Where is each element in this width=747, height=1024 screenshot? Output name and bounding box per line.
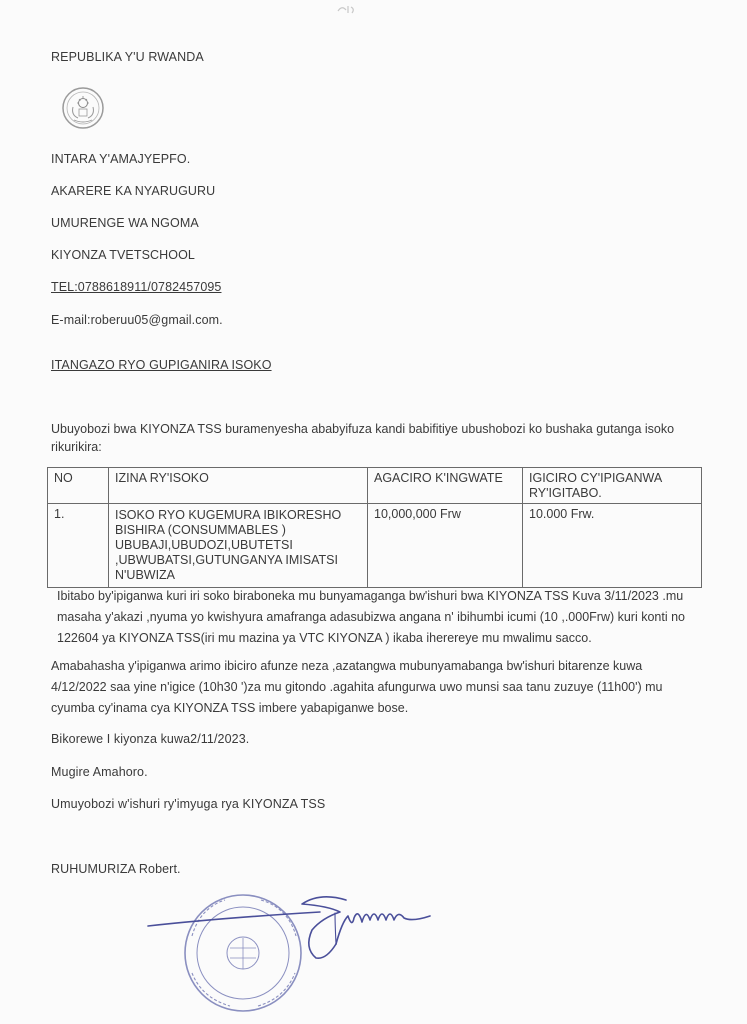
greeting: Mugire Amahoro.: [51, 765, 148, 779]
email-address: E-mail:roberuu05@gmail.com.: [51, 313, 223, 327]
table-header-row: [48, 468, 702, 504]
paragraph-submission: Amabahasha y'ipiganwa arimo ibiciro afunze neza ,azatangwa mubunyamabanga bw'ishuri bitarenze kuwa 4/12/2022 saa yine n'igice (10h30 ')za mu gitondo .agahita afungurwa uwo munsi saa tanu zuzuye (11h00') mu cyumba cy'inama cya KIYONZA TSS imbere yabapiganwe bose.: [51, 659, 663, 715]
table-row: [48, 504, 702, 588]
district: AKARERE KA NYARUGURU: [51, 184, 216, 198]
coat-of-arms-icon: [58, 85, 108, 131]
date-line: Bikorewe I kiyonza kuwa2/11/2023.: [51, 732, 250, 746]
cell-guarantee: 10,000,000 Frw: [368, 504, 523, 588]
tender-table: [47, 467, 702, 588]
intro-paragraph: Ubuyobozi bwa KIYONZA TSS buramenyesha ababyifuza kandi babifitiye ubushobozi ko bushaka gutanga isoko rikurikira:: [51, 422, 675, 454]
cell-name: ISOKO RYO KUGEMURA IBIKORESHO BISHIRA (CONSUMMABLES ) UBUBAJI,UBUDOZI,UBUTETSI ,UBWUBATSI,GUTUNGANYA IMISATSI N'UBWIZA: [109, 504, 368, 588]
cell-price: 10.000 Frw.: [523, 504, 702, 588]
signature-stamp-icon: [130, 878, 460, 1013]
header-name: IZINA RY'ISOKO: [109, 468, 368, 504]
telephone-link[interactable]: TEL:0788618911/0782457095: [51, 280, 222, 294]
school-name: KIYONZA TVETSCHOOL: [51, 248, 195, 262]
document-title: ITANGAZO RYO GUPIGANIRA ISOKO: [51, 358, 272, 372]
scan-mark-icon: [336, 3, 358, 15]
sector: UMURENGE WA NGOMA: [51, 216, 199, 230]
paragraph-documents: Ibitabo by'ipiganwa kuri iri soko biraboneka mu bunyamaganga bw'ishuri bwa KIYONZA TSS Kuva 3/11/2023 .mu masaha y'akazi ,nyuma yo kwishyura amafranga adasubizwa angana n' ibihumbi icumi (10 ,.000Frw) kuri konti no 122604 ya KIYONZA TSS(iri mu mazina ya VTC KIYONZA ) ikaba iherereye mu mwalimu sacco.: [57, 589, 685, 645]
country-name: REPUBLIKA Y'U RWANDA: [51, 50, 204, 64]
cell-no: 1.: [48, 504, 109, 588]
signatory-name: RUHUMURIZA Robert.: [51, 862, 181, 876]
header-price: IGICIRO CY'IPIGANWA RY'IGITABO.: [523, 468, 702, 504]
province: INTARA Y'AMAJYEPFO.: [51, 152, 191, 166]
header-no: NO: [48, 468, 109, 504]
signatory-role: Umuyobozi w'ishuri ry'imyuga rya KIYONZA TSS: [51, 797, 326, 811]
header-guarantee: AGACIRO K'INGWATE: [368, 468, 523, 504]
